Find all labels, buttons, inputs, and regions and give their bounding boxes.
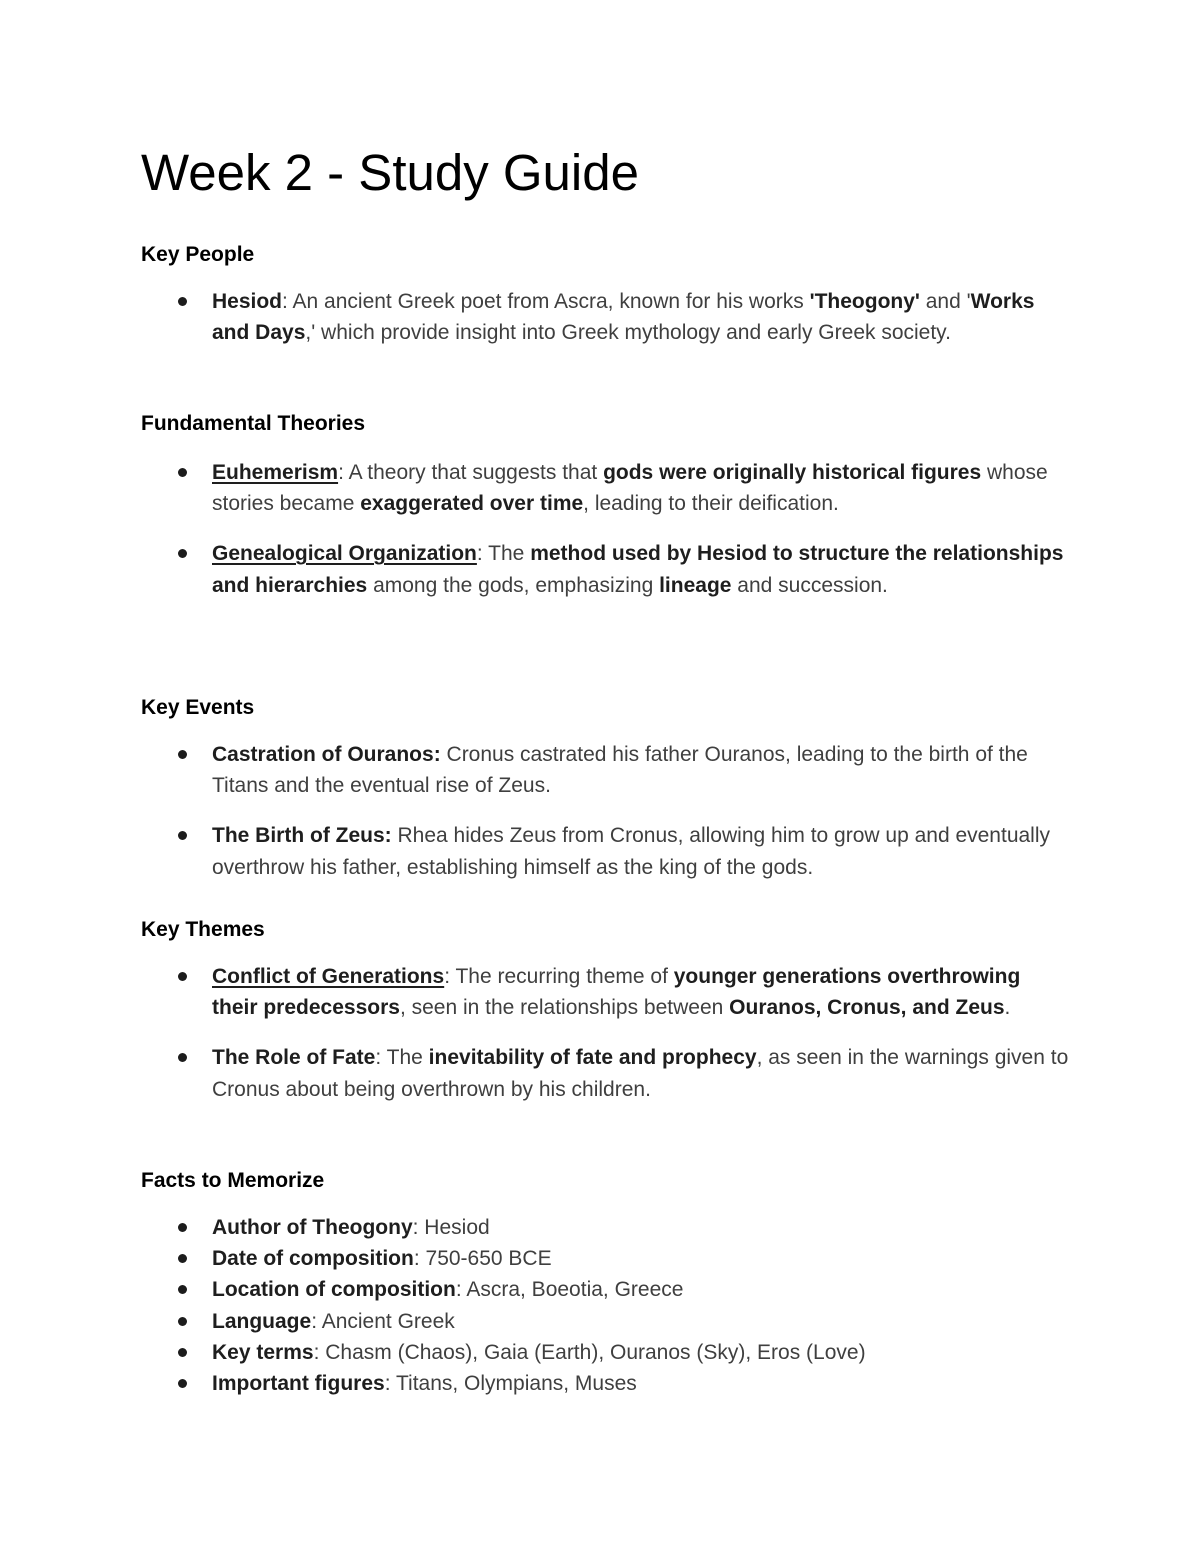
bold-term: inevitability of fate and prophecy xyxy=(428,1046,757,1070)
bullet-dot-icon xyxy=(178,468,187,477)
section-heading: Facts to Memorize xyxy=(141,1169,325,1192)
item-text: : Ancient Greek xyxy=(311,1309,455,1333)
item-text: Cronus castrated his father Ouranos, leading to the birth of the Titans and the eventual rise of Zeus. xyxy=(212,743,1028,798)
item-text: . xyxy=(1004,996,1011,1020)
section-heading: Key Themes xyxy=(141,918,265,941)
list-item xyxy=(141,1274,1071,1305)
section-key-themes xyxy=(141,916,1071,1105)
bold-term: Hesiod xyxy=(212,290,283,313)
item-text: ,' which provide insight into Greek mythology and early Greek society. xyxy=(305,321,951,345)
list-item xyxy=(141,961,1071,1023)
bold-term: exaggerated over time xyxy=(360,492,584,516)
bullet-dot-icon xyxy=(178,1317,187,1326)
bold-term: method used by Hesiod to structure the relationships and hierarchies xyxy=(212,542,1064,597)
list-item xyxy=(141,1368,1071,1399)
bullet-dot-icon xyxy=(178,297,187,306)
item-text: : The xyxy=(375,1046,429,1070)
item-text: : Chasm (Chaos), Gaia (Earth), Ouranos (Sky), Eros (Love) xyxy=(313,1340,866,1364)
bold-term: Conflict of Generations xyxy=(212,965,445,988)
section-heading: Key People xyxy=(141,243,255,266)
item-text: , leading to their deification. xyxy=(583,492,839,516)
bold-term: younger generations overthrowing their predecessors xyxy=(212,965,1021,1020)
bullet-dot-icon xyxy=(178,750,187,759)
bold-term: Key terms xyxy=(212,1340,314,1364)
item-text: : An ancient Greek poet from Ascra, known for his works xyxy=(282,290,810,313)
section-heading: Key Events xyxy=(141,696,255,719)
item-text: whose stories became xyxy=(212,461,1048,516)
list-item xyxy=(141,1306,1071,1337)
bullet-dot-icon xyxy=(178,1285,187,1294)
bold-term: Genealogical Organization xyxy=(212,542,477,566)
section-key-events xyxy=(141,694,1071,883)
bullet-list xyxy=(141,1212,1071,1399)
bullet-dot-icon xyxy=(178,1379,187,1388)
item-text: : Hesiod xyxy=(412,1216,490,1239)
bullet-dot-icon xyxy=(178,1254,187,1263)
bold-term: The Birth of Zeus: xyxy=(212,824,392,848)
bold-term: 'Theogony' xyxy=(809,290,920,313)
item-text: and succession. xyxy=(731,573,888,597)
list-item xyxy=(141,820,1071,882)
item-text: : Titans, Olympians, Muses xyxy=(384,1372,637,1396)
bullet-dot-icon xyxy=(178,1348,187,1357)
section-key-people xyxy=(141,241,1071,348)
item-text: : A theory that suggests that xyxy=(338,461,604,484)
bold-term: Location of composition xyxy=(212,1278,456,1302)
bold-term: Language xyxy=(212,1309,312,1333)
list-item xyxy=(141,286,1071,348)
bullet-list xyxy=(141,739,1071,883)
list-item xyxy=(141,457,1071,519)
list-item xyxy=(141,1212,1071,1243)
bullet-dot-icon xyxy=(178,1223,187,1232)
item-text: and ' xyxy=(919,290,971,313)
item-text: : 750-650 BCE xyxy=(413,1247,552,1271)
bullet-dot-icon xyxy=(178,831,187,840)
bullet-list xyxy=(141,286,1071,348)
bold-term: gods were originally historical figures xyxy=(603,461,982,484)
bullet-dot-icon xyxy=(178,972,187,981)
section-fundamental-theories xyxy=(141,410,1071,601)
item-text: , seen in the relationships between xyxy=(399,996,730,1020)
list-item xyxy=(141,1337,1071,1368)
item-text: : The recurring theme of xyxy=(444,965,674,988)
item-text: among the gods, emphasizing xyxy=(367,573,660,597)
bullet-dot-icon xyxy=(178,549,187,558)
bold-term: Important figures xyxy=(212,1372,385,1396)
bold-term: lineage xyxy=(659,573,732,597)
bold-term: The Role of Fate xyxy=(212,1046,376,1070)
bullet-dot-icon xyxy=(178,1053,187,1062)
bold-term: Euhemerism xyxy=(212,461,339,484)
list-item xyxy=(141,538,1071,600)
list-item xyxy=(141,739,1071,801)
bullet-list xyxy=(141,961,1071,1105)
item-text: Rhea hides Zeus from Cronus, allowing him to grow up and eventually overthrow his father, establishing himself as the king of the gods. xyxy=(212,824,1051,879)
page-title: Week 2 - Study Guide xyxy=(141,144,639,201)
bullet-list xyxy=(141,457,1071,601)
list-item xyxy=(141,1042,1071,1104)
item-text: : Ascra, Boeotia, Greece xyxy=(455,1278,684,1302)
section-heading: Fundamental Theories xyxy=(141,412,366,435)
list-item xyxy=(141,1243,1071,1274)
bold-term: Castration of Ouranos: xyxy=(212,743,441,766)
section-facts-to-memorize xyxy=(141,1167,1071,1399)
item-text: , as seen in the warnings given to Cronus about being overthrown by his children. xyxy=(212,1046,1069,1101)
bold-term: Date of composition xyxy=(212,1247,414,1271)
bold-term: Works and Days xyxy=(212,290,1035,345)
bold-term: Author of Theogony xyxy=(212,1216,413,1239)
bold-term: Ouranos, Cronus, and Zeus xyxy=(729,996,1005,1020)
item-text: : The xyxy=(476,542,531,566)
